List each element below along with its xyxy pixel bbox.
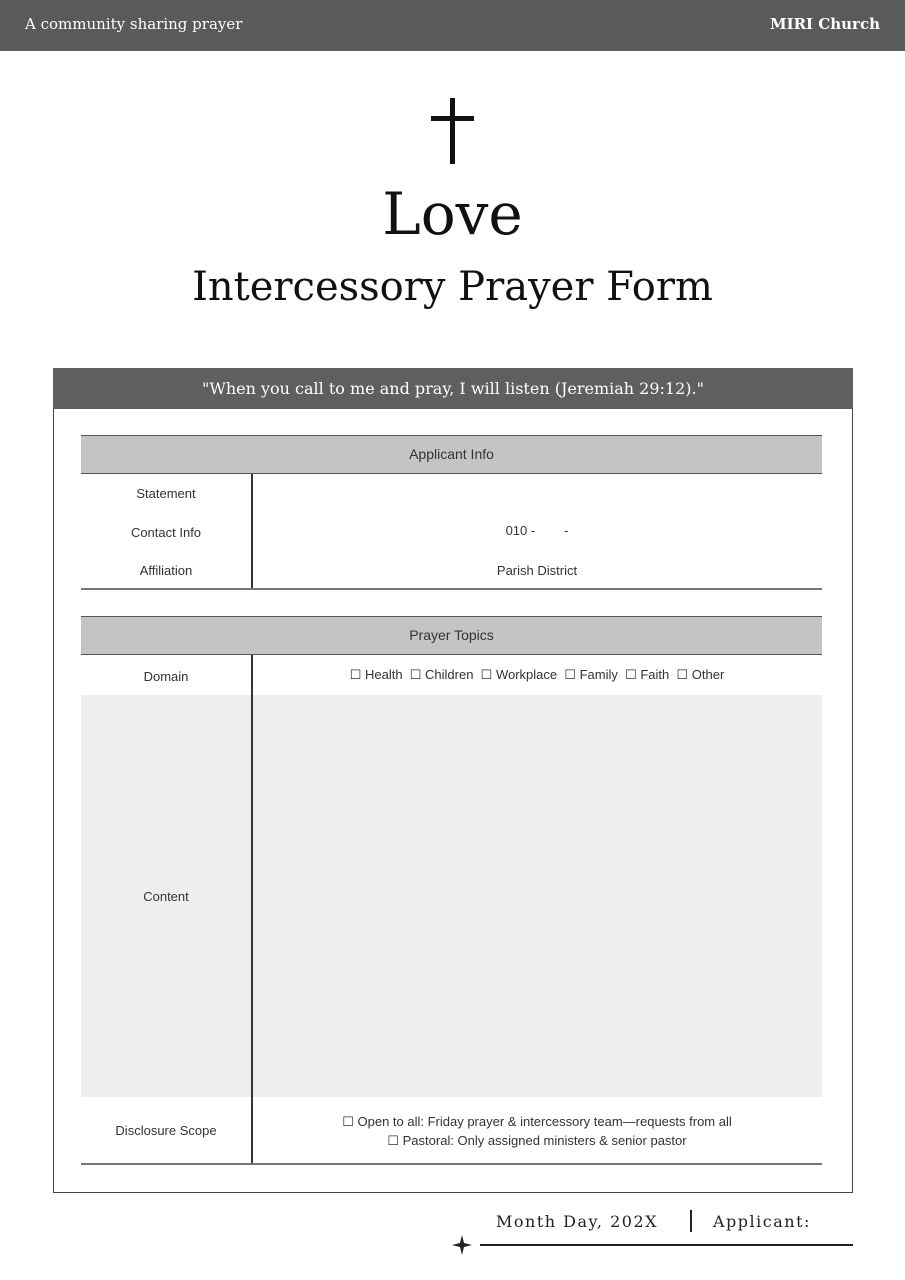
disclosure-scope-label: Disclosure Scope bbox=[115, 1123, 217, 1138]
footer-date: Month Day, 202X bbox=[496, 1212, 659, 1231]
prayer-bottom-rule bbox=[81, 1163, 822, 1165]
applicant-signature-label: Applicant: bbox=[713, 1212, 811, 1231]
affiliation-label: Affiliation bbox=[139, 563, 193, 578]
sparkle-icon bbox=[452, 1235, 472, 1255]
page-subtitle: Intercessory Prayer Form bbox=[192, 264, 713, 310]
disclosure-open-option[interactable]: ☐ Open to all: Friday prayer & intercessory team—requests from all bbox=[342, 1114, 732, 1129]
prayer-topics-heading: Prayer Topics bbox=[81, 616, 822, 655]
church-name: MIRI Church bbox=[769, 15, 880, 33]
applicant-bottom-rule bbox=[81, 588, 822, 590]
page-title: Love bbox=[382, 180, 523, 248]
domain-options[interactable]: ☐ Health ☐ Children ☐ Workplace ☐ Family ☐ Faith ☐ Other bbox=[349, 667, 725, 682]
footer-separator bbox=[690, 1210, 692, 1232]
contact-info-label: Contact Info bbox=[130, 525, 202, 540]
signature-line bbox=[480, 1244, 853, 1246]
contact-info-field[interactable]: 010 - - bbox=[505, 523, 569, 538]
disclosure-pastoral-option[interactable]: ☐ Pastoral: Only assigned ministers & senior pastor bbox=[387, 1133, 687, 1148]
top-bar bbox=[0, 0, 905, 51]
domain-label: Domain bbox=[143, 669, 189, 684]
statement-label: Statement bbox=[136, 486, 196, 501]
content-label: Content bbox=[143, 889, 189, 904]
cross-icon bbox=[422, 98, 482, 164]
tagline: A community sharing prayer bbox=[25, 15, 243, 33]
content-field[interactable] bbox=[252, 695, 822, 1097]
prayer-form-card bbox=[53, 368, 853, 1193]
applicant-info-heading: Applicant Info bbox=[81, 435, 822, 474]
affiliation-field[interactable]: Parish District bbox=[496, 563, 578, 578]
verse-banner: "When you call to me and pray, I will listen (Jeremiah 29:12)." bbox=[53, 368, 853, 409]
